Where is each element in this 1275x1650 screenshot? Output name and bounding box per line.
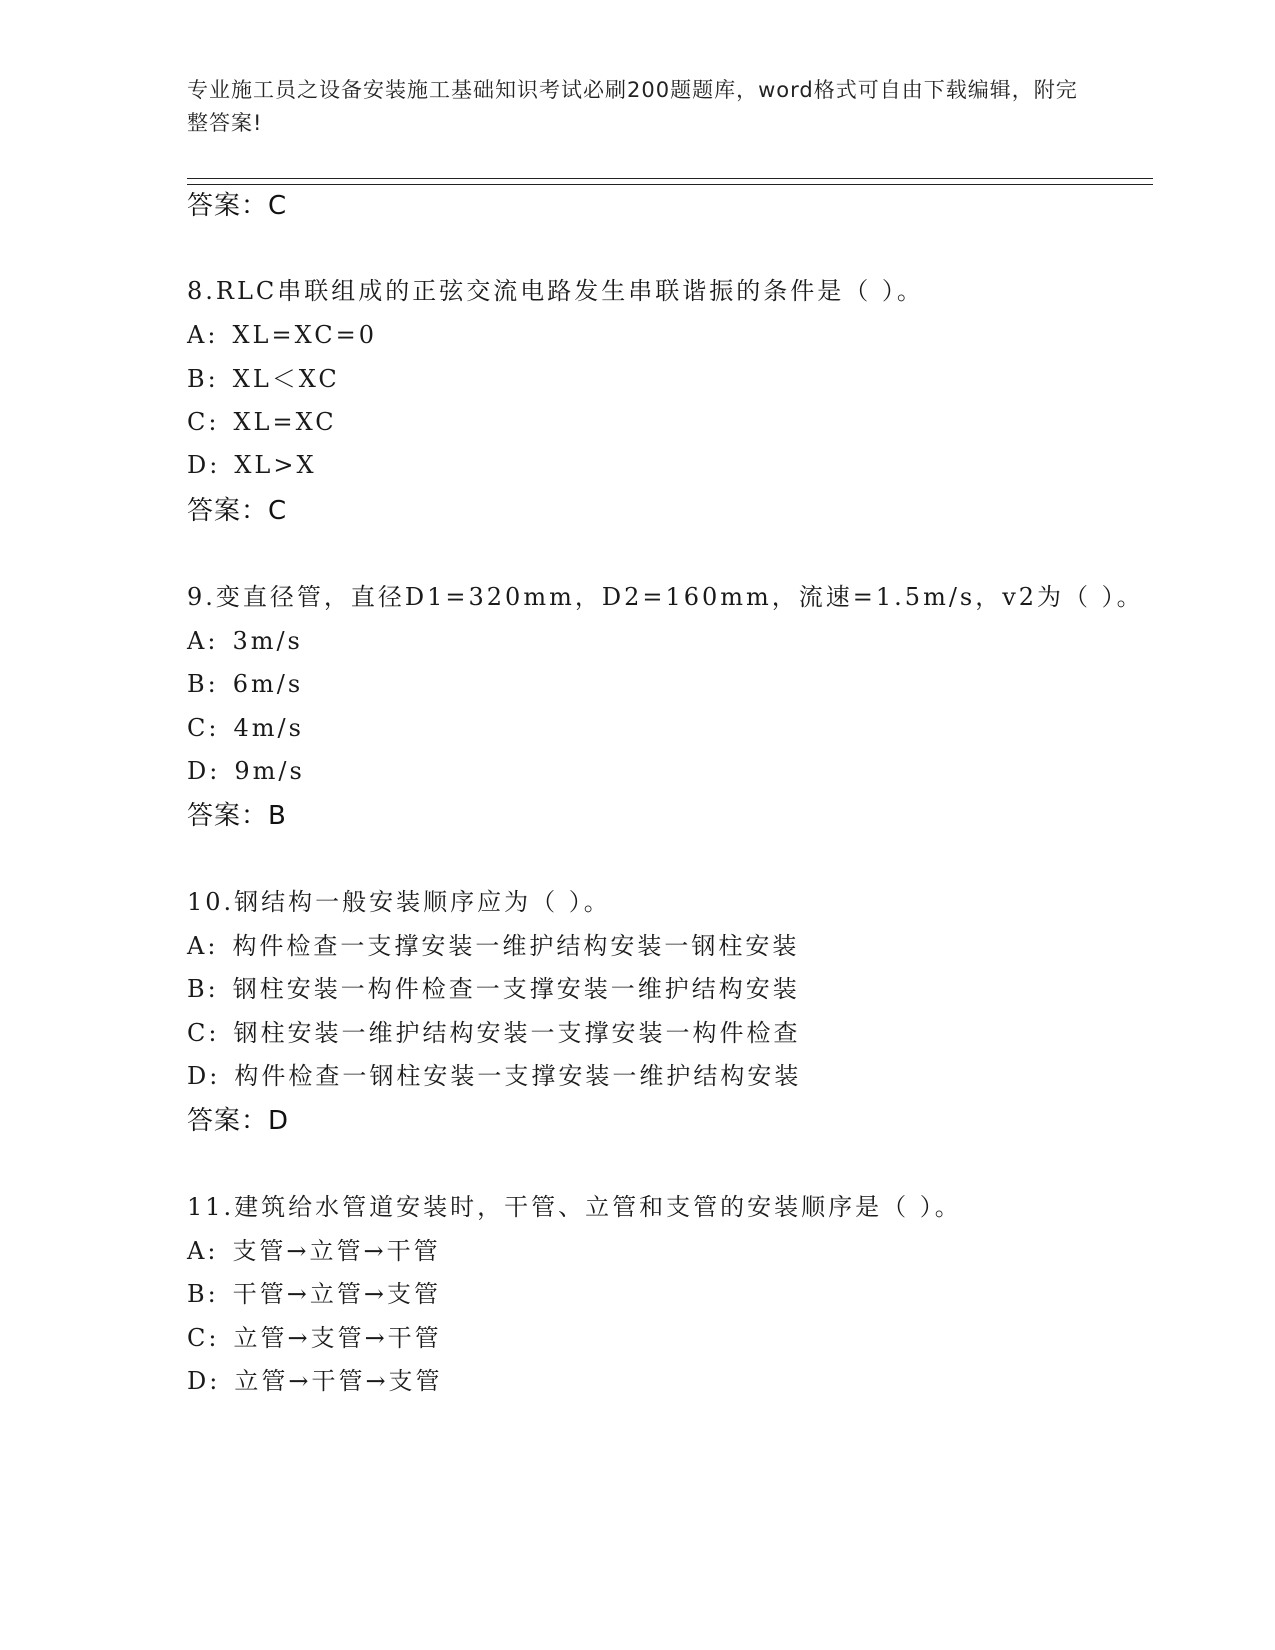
option-a	[187, 1235, 441, 1267]
option-text: 9m/s	[234, 757, 305, 785]
option-separator: :	[208, 1019, 220, 1047]
option-text: 干管→立管→支管	[232, 1280, 441, 1308]
option-separator: :	[208, 1324, 220, 1352]
option-key: B	[187, 1280, 208, 1308]
option-d	[187, 449, 317, 481]
option-separator: :	[207, 1280, 219, 1308]
option-separator: :	[208, 714, 220, 742]
option-a	[187, 625, 303, 657]
option-text: XL＜XC	[232, 365, 340, 393]
option-text: 6m/s	[232, 670, 304, 698]
option-separator: :	[209, 1367, 221, 1395]
previous-answer: 答案：C	[187, 191, 288, 221]
option-text: 4m/s	[233, 714, 304, 742]
option-text: 构件检查一钢柱安装一支撑安装一维护结构安装	[234, 1062, 802, 1090]
option-text: 构件检查一支撑安装一维护结构安装一钢柱安装	[232, 932, 800, 960]
option-text: 立管→干管→支管	[234, 1367, 443, 1395]
option-key: D	[187, 1062, 210, 1090]
option-separator: :	[207, 932, 219, 960]
option-separator: :	[207, 627, 219, 655]
option-key: B	[187, 975, 208, 1003]
option-c	[187, 1017, 800, 1049]
option-text: XL>X	[234, 451, 317, 479]
option-a	[187, 930, 799, 962]
option-d	[187, 1365, 443, 1397]
option-d	[187, 755, 305, 787]
answer-label: 答案：D	[187, 1106, 290, 1136]
option-key: B	[187, 365, 208, 393]
option-text: 钢柱安装一构件检查一支撑安装一维护结构安装	[232, 975, 800, 1003]
option-separator: :	[208, 408, 220, 436]
option-text: 支管→立管→干管	[232, 1237, 441, 1265]
option-c	[187, 712, 304, 744]
option-key: D	[187, 1367, 210, 1395]
option-separator: :	[207, 321, 219, 349]
option-separator: :	[207, 1237, 219, 1265]
option-c	[187, 1322, 442, 1354]
option-text: 钢柱安装一维护结构安装一支撑安装一构件检查	[233, 1019, 801, 1047]
page-header: 专业施工员之设备安装施工基础知识考试必刷200题题库，word格式可自由下载编辑，附完整答案!	[187, 78, 1078, 135]
option-separator: :	[207, 975, 219, 1003]
option-b	[187, 668, 303, 700]
header-divider	[187, 178, 1153, 185]
answer-label: 答案：B	[187, 801, 287, 831]
option-b	[187, 973, 800, 1005]
option-key: C	[187, 714, 209, 742]
option-d	[187, 1060, 801, 1092]
option-key: D	[187, 757, 210, 785]
option-separator: :	[209, 1062, 221, 1090]
option-b	[187, 363, 340, 395]
option-key: B	[187, 670, 208, 698]
option-text: XL=XC	[233, 408, 337, 436]
option-text: 3m/s	[232, 627, 303, 655]
option-separator: :	[207, 670, 219, 698]
option-key: C	[187, 1324, 209, 1352]
option-separator: :	[209, 451, 221, 479]
option-key: A	[187, 627, 208, 655]
option-text: 立管→支管→干管	[233, 1324, 442, 1352]
option-key: A	[187, 1237, 208, 1265]
question-stem: 8.RLC串联组成的正弦交流电路发生串联谐振的条件是（ ）。	[187, 277, 924, 305]
option-key: D	[187, 451, 210, 479]
answer-label: 答案：C	[187, 496, 288, 526]
option-key: C	[187, 408, 209, 436]
option-separator: :	[209, 757, 221, 785]
option-separator: :	[207, 365, 219, 393]
option-key: C	[187, 1019, 209, 1047]
option-c	[187, 406, 337, 438]
option-b	[187, 1278, 441, 1310]
option-key: A	[187, 321, 208, 349]
option-a	[187, 319, 377, 351]
option-key: A	[187, 932, 208, 960]
option-text: XL=XC=0	[232, 321, 377, 349]
question-stem: 9.变直径管，直径D1=320mm，D2=160mm，流速=1.5m/s，v2为（ ）。	[187, 583, 1144, 611]
question-stem: 11.建筑给水管道安装时，干管、立管和支管的安装顺序是（ ）。	[187, 1193, 962, 1221]
question-stem: 10.钢结构一般安装顺序应为（ ）。	[187, 888, 611, 916]
